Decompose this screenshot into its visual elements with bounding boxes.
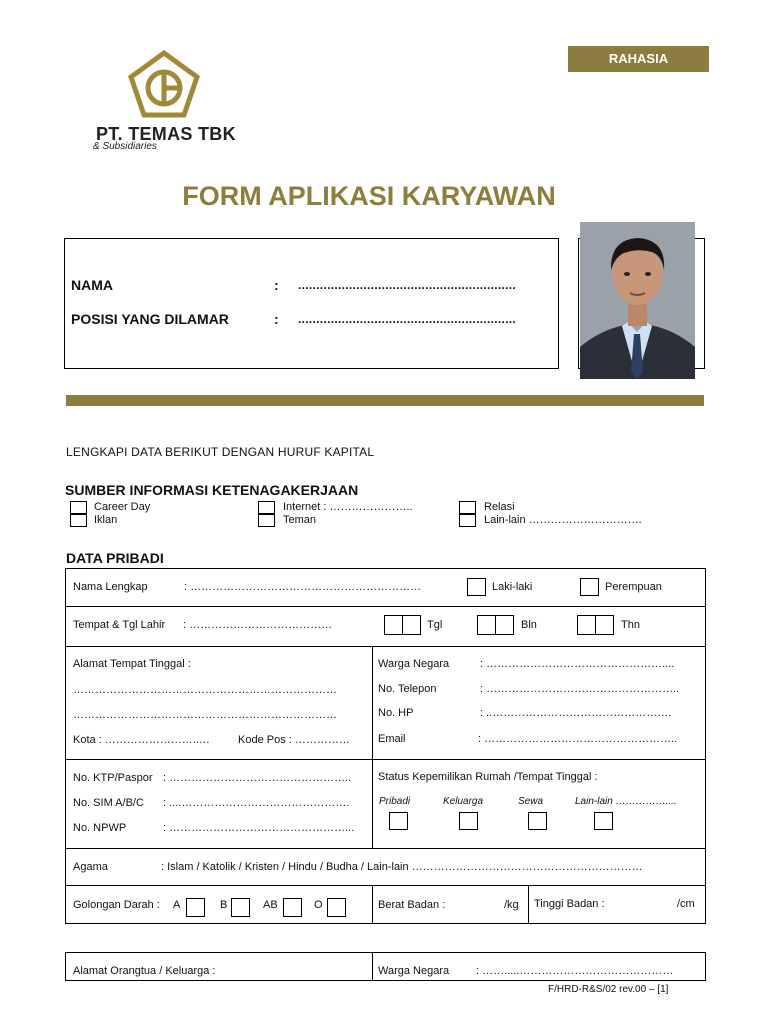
bln-box-2[interactable]	[495, 615, 514, 635]
iklan-checkbox[interactable]	[70, 514, 87, 527]
gol-ab-label: AB	[263, 899, 278, 911]
laki-laki-label: Laki-laki	[492, 581, 533, 593]
ktp-label: No. KTP/Paspor	[73, 772, 153, 784]
applicant-photo-image	[580, 222, 695, 379]
agama-label: Agama	[73, 861, 108, 873]
ttl-label: Tempat & Tgl Lahir	[73, 619, 166, 631]
posisi-label: POSISI YANG DILAMAR	[71, 311, 229, 327]
tgl-box-2[interactable]	[402, 615, 421, 635]
tinggi-label: Tinggi Badan :	[534, 898, 605, 910]
thn-box-1[interactable]	[577, 615, 596, 635]
confidential-badge: RAHASIA	[568, 46, 709, 72]
keluarga-label: Keluarga	[443, 796, 484, 807]
warga-negara-field[interactable]: : …………………………………………....	[480, 658, 675, 670]
kode-pos-field[interactable]: Kode Pos : ……………	[238, 734, 350, 746]
perempuan-checkbox[interactable]	[580, 578, 599, 596]
company-name: PT. TEMAS TBK	[96, 124, 236, 144]
email-field[interactable]: : ……………………………………………..	[478, 733, 678, 745]
page-title: FORM APLIKASI KARYAWAN	[182, 181, 556, 211]
relasi-checkbox[interactable]	[459, 501, 476, 514]
company-logo	[128, 50, 200, 118]
no-hp-label: No. HP	[378, 707, 414, 719]
teman-label: Teman	[283, 514, 317, 526]
perempuan-label: Perempuan	[605, 581, 662, 593]
relasi-label: Relasi	[484, 501, 515, 513]
kota-field[interactable]: Kota : ……………………..…	[73, 734, 210, 746]
nama-colon: :	[274, 277, 279, 293]
alamat-label: Alamat Tempat Tinggal :	[73, 658, 191, 670]
career-day-label: Career Day	[94, 501, 151, 513]
npwp-field[interactable]: : …………………………………………...	[163, 822, 355, 834]
gol-a-checkbox[interactable]	[186, 898, 205, 917]
pribadi-label: Pribadi	[379, 796, 411, 807]
internet-checkbox[interactable]	[258, 501, 275, 514]
email-label: Email	[378, 733, 406, 745]
lain-lain-checkbox[interactable]	[459, 514, 476, 527]
gol-o-checkbox[interactable]	[327, 898, 346, 917]
posisi-colon: :	[274, 311, 279, 327]
alamat-ortu-label: Alamat Orangtua / Keluarga :	[73, 965, 216, 977]
teman-checkbox[interactable]	[258, 514, 275, 527]
gol-darah-label: Golongan Darah :	[73, 899, 160, 911]
sewa-label: Sewa	[518, 796, 544, 807]
thn-label: Thn	[621, 619, 640, 631]
no-telepon-label: No. Telepon	[378, 683, 437, 695]
nama-lengkap-field[interactable]: : ………………………………………………………	[184, 581, 422, 593]
thn-box-2[interactable]	[595, 615, 614, 635]
agama-options[interactable]: : Islam / Katolik / Kristen / Hindu / Budha / Lain-lain ………………………………………………………	[161, 861, 643, 873]
bln-box-1[interactable]	[477, 615, 496, 635]
company-subsidiaries: & Subsidiaries	[93, 141, 157, 152]
warga-negara2-label: Warga Negara	[378, 965, 450, 977]
cm-unit: /cm	[677, 898, 695, 910]
sewa-checkbox[interactable]	[528, 812, 547, 830]
laki-laki-checkbox[interactable]	[467, 578, 486, 596]
sim-field[interactable]: : ....……………………………………….	[163, 797, 350, 809]
gol-o-label: O	[314, 899, 323, 911]
keluarga-checkbox[interactable]	[459, 812, 478, 830]
gol-b-label: B	[220, 899, 228, 911]
no-telepon-field[interactable]: : ……………………………………………..	[480, 683, 680, 695]
gol-a-label: A	[173, 899, 181, 911]
company-logo-icon	[128, 50, 200, 118]
alamat-line-1[interactable]: ………………………………………………………………	[73, 684, 337, 696]
ttl-field[interactable]: : …………………………………	[183, 619, 333, 631]
iklan-label: Iklan	[94, 514, 118, 526]
alamat-line-2[interactable]: ………………………………………………………………	[73, 709, 337, 721]
lain-lain-rumah-checkbox[interactable]	[594, 812, 613, 830]
no-hp-field[interactable]: : ..………………………………………….	[480, 707, 672, 719]
lain-label: Lain-lain ……………....	[575, 796, 677, 807]
sim-label: No. SIM A/B/C	[73, 797, 144, 809]
nama-field[interactable]: ............................................................	[298, 278, 517, 292]
career-day-checkbox[interactable]	[70, 501, 87, 514]
warga-negara2-field[interactable]: : …….....……………………………………	[476, 965, 674, 977]
form-code: F/HRD-R&S/02 rev.00 – [1]	[548, 984, 669, 995]
berat-label: Berat Badan :	[378, 899, 446, 911]
divider-bar	[66, 395, 704, 406]
kg-unit: /kg	[504, 899, 519, 911]
instruction-text: LENGKAPI DATA BERIKUT DENGAN HURUF KAPITAL	[66, 445, 375, 459]
lain-lain-label: Lain-lain ………………………….	[484, 514, 642, 526]
status-rumah-label: Status Kepemilikan Rumah /Tempat Tinggal :	[378, 771, 598, 783]
tgl-box-1[interactable]	[384, 615, 403, 635]
warga-negara-label: Warga Negara	[378, 658, 450, 670]
applicant-photo	[580, 222, 695, 379]
npwp-label: No. NPWP	[73, 822, 127, 834]
data-pribadi-heading: DATA PRIBADI	[66, 550, 164, 566]
header-box	[64, 238, 559, 369]
sumber-heading: SUMBER INFORMASI KETENAGAKERJAAN	[65, 482, 359, 498]
nama-label: NAMA	[71, 277, 113, 293]
gol-ab-checkbox[interactable]	[283, 898, 302, 917]
gol-b-checkbox[interactable]	[231, 898, 250, 917]
internet-label: Internet : …………………..	[283, 501, 413, 513]
nama-lengkap-label: Nama Lengkap	[73, 581, 148, 593]
bln-label: Bln	[521, 619, 537, 631]
tgl-label: Tgl	[427, 619, 443, 631]
pribadi-checkbox[interactable]	[389, 812, 408, 830]
posisi-field[interactable]: ............................................................	[298, 312, 517, 326]
ktp-field[interactable]: : …………………………………………..	[163, 772, 352, 784]
